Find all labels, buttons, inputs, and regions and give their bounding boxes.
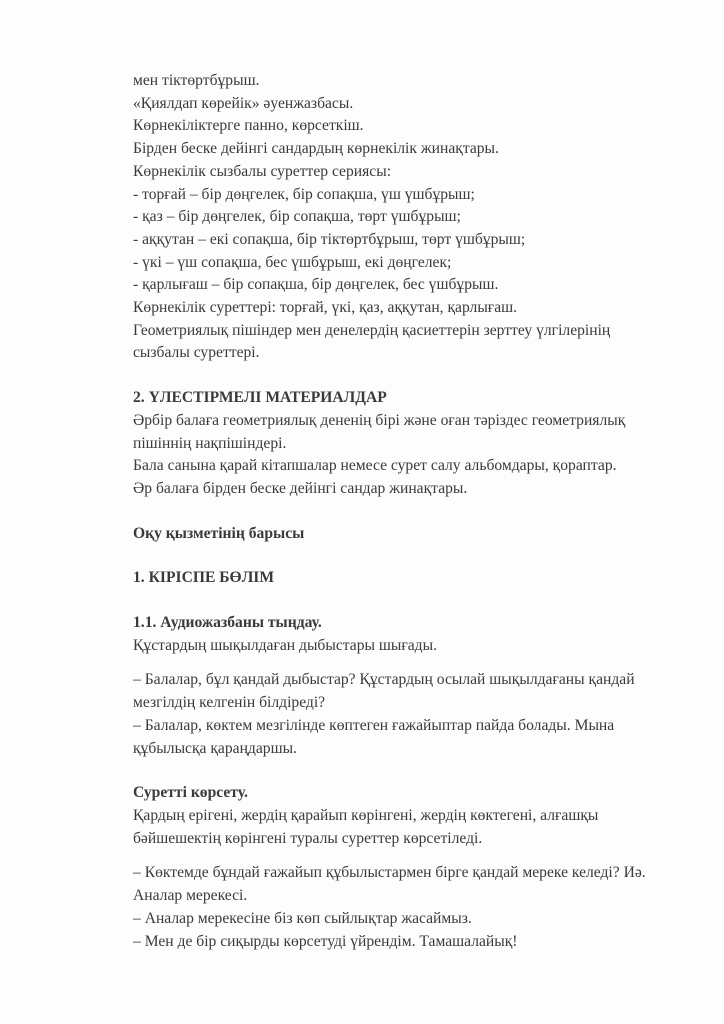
text-line: Қардың ерігені, жердің қарайып көрінгені, жердің көктегені, алғашқы [133,806,599,824]
dialog-line: – Аналар мерекесіне біз көп сыйлықтар жасаймыз. [133,909,472,927]
dialog-line: – Көктемде бұндай ғажайып құбылыстармен бірге қандай мереке келеді? Иә. [133,864,646,882]
text-line: Құстардың шықылдаған дыбыстары шығады. [133,636,437,654]
text-line: Әрбір балаға геометриялық дененің бірі және оған тәріздес геометриялық [133,411,626,429]
dialog-line: – Балалар, көктем мезгілінде көптеген ғажайыптар пайда болады. Мына [133,716,615,734]
list-item: - торғай – бір дөңгелек, бір сопақша, үш үшбұрыш; [133,185,475,203]
dialog-block [133,862,693,953]
text-line: Бала санына қарай кітапшалар немесе сурет салу альбомдары, қораптар. [133,457,617,475]
part-heading: 1. КІРІСПЕ БӨЛІМ [133,569,275,587]
dialog-line: – Мен де бір сиқырды көрсетуді үйрендім. Тамашалайық! [133,932,518,950]
text-line: «Қиялдап көрейік» әуенжазбасы. [133,94,354,112]
dialog-block [133,669,693,760]
dialog-line: мезгілдің келгенін білдіреді? [133,694,326,712]
text-line: бәйшешектің көрінгені туралы суреттер көрсетіледі. [133,829,483,847]
list-item: - қарлығаш – бір сопақша, бір дөңгелек, бес үшбұрыш. [133,276,499,294]
text-line: мен тіктөртбұрыш. [133,72,260,89]
text-line: Әр балаға бірден беске дейінгі сандар жинақтары. [133,479,468,497]
document-body [133,70,693,953]
process-heading: Оқу қызметінің барысы [133,524,305,542]
dialog-line: құбылысқа қараңдаршы. [133,739,297,757]
text-line: пішіннің нақпішіндері. [133,434,287,452]
subsection-heading: Суретті көрсету. [133,784,248,802]
list-item: - үкі – үш сопақша, бес үшбұрыш, екі дөңгелек; [133,253,452,271]
text-line: Бірден беске дейінгі сандардың көрнекілік жинақтары. [133,140,499,158]
subsection-heading: 1.1. Аудиожазбаны тыңдау. [133,614,322,632]
dialog-line: – Балалар, бұл қандай дыбыстар? Құстардың осылай шықылдағаны қандай [133,671,635,689]
section-distribution-materials [133,387,693,501]
list-item: - аққутан – екі сопақша, бір тіктөртбұрыш, төрт үшбұрыш; [133,230,526,248]
materials-list [133,70,693,365]
subsection-show-picture [133,782,693,850]
list-item: - қаз – бір дөңгелек, бір сопақша, төрт үшбұрыш; [133,208,461,226]
text-line: Көрнекілік суреттері: торғай, үкі, қаз, аққутан, қарлығаш. [133,299,518,317]
subsection-audio [133,612,693,657]
text-line: Көрнекілік сызбалы суреттер сериясы: [133,162,392,180]
text-line: Көрнекіліктерге панно, көрсеткіш. [133,117,364,135]
text-line: Геометриялық пішіндер мен денелердің қасиеттерін зерттеу үлгілерінің [133,321,611,339]
section-heading: 2. ҮЛЕСТІРМЕЛІ МАТЕРИАЛДАР [133,389,387,407]
dialog-line: Аналар мерекесі. [133,887,248,905]
text-line: сызбалы суреттері. [133,344,260,362]
